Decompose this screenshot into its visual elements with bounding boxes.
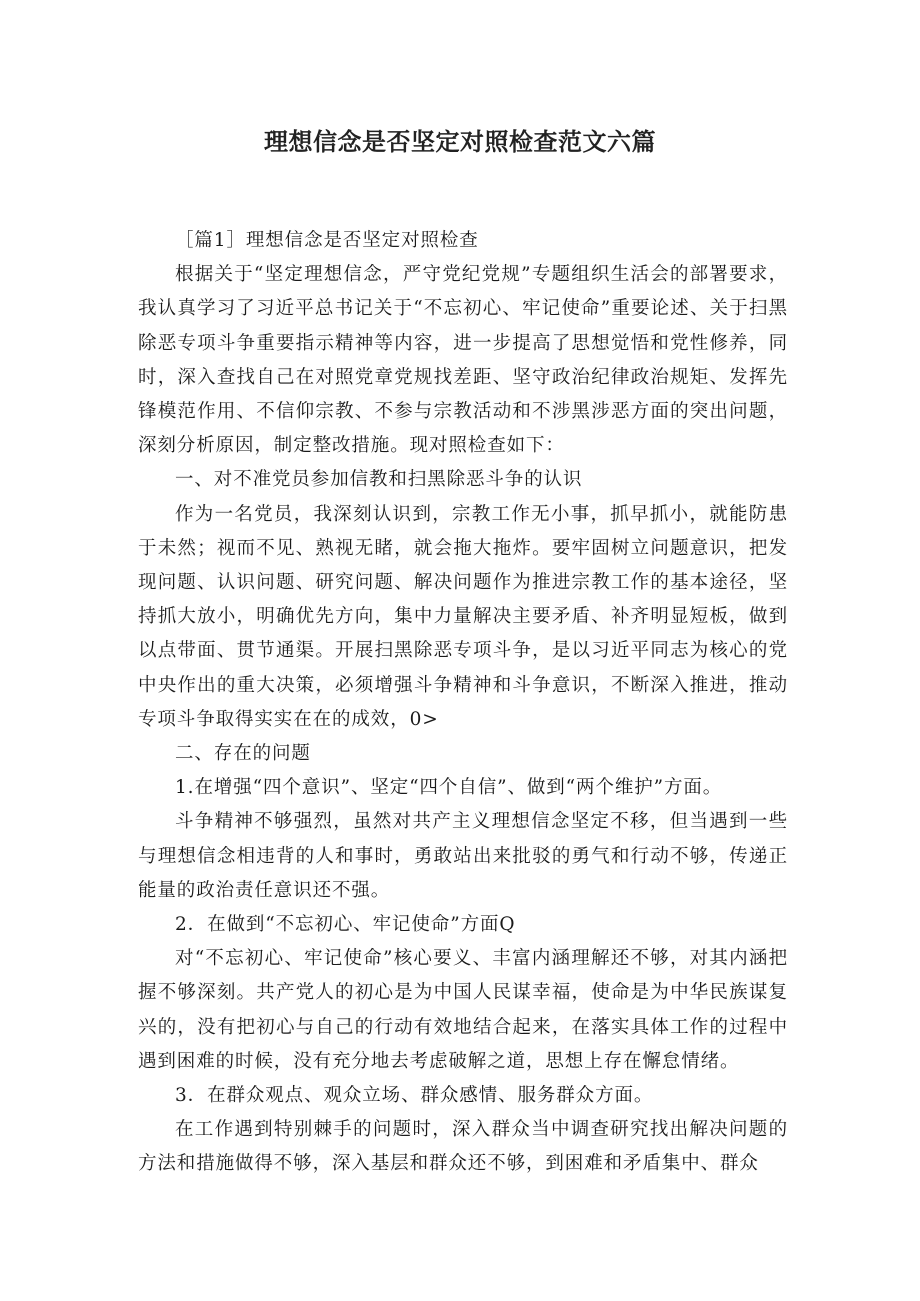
document-body (138, 224, 788, 1182)
section-heading-article-1: ［篇1］理想信念是否坚定对照检查 (175, 230, 479, 251)
subsection-heading-2: 2．在做到“不忘初心、牢记使命”方面Q (175, 914, 516, 936)
document-title: 理想信念是否坚定对照检查范文六篇 (264, 128, 656, 156)
subsection-heading-3: 3．在群众观点、观众立场、群众感情、服务群众方面。 (175, 1085, 654, 1107)
section-heading-1: 一、对不准党员参加信教和扫黑除恶斗争的认识 (175, 469, 583, 491)
section-heading-2: 二、存在的问题 (175, 743, 311, 765)
intro-paragraph: 根据关于“坚定理想信念，严守党纪党规”专题组织生活会的部署要求，我认真学习了习近平总书记关于“不忘初心、牢记使命”重要论述、关于扫黑除恶专项斗争重要指示精神等内容，进一步提高了思想觉悟和党性修养，同时，深入查找自己在对照党章党规找差距、坚守政治纪律政治规矩、发挥先锋模范作用、不信仰宗教、不参与宗教活动和不涉黑涉恶方面的突出问题，深刻分析原因，制定整改措施。现对照检查如下： (138, 264, 788, 457)
section-1-paragraph: 作为一名党员，我深刻认识到，宗教工作无小事，抓早抓小，就能防患于未然；视而不见、熟视无睹，就会拖大拖炸。要牢固树立问题意识，把发现问题、认识问题、研究问题、解决问题作为推进宗教工作的基本途径，坚持抓大放小，明确优先方向，集中力量解决主要矛盾、补齐明显短板，做到以点带面、贯节通渠。开展扫黑除恶专项斗争，是以习近平同志为核心的党中央作出的重大决策，必须增强斗争精神和斗争意识，不断深入推进，推动专项斗争取得实实在在的成效，0> (138, 503, 788, 730)
subsection-2-paragraph: 对“不忘初心、牢记使命”核心要义、丰富内涵理解还不够，对其内涵把握不够深刻。共产党人的初心是为中国人民谋幸福，使命是为中华民族谋复兴的，没有把初心与自己的行动有效地结合起来，在落实具体工作的过程中遇到困难的时候，没有充分地去考虑破解之道，思想上存在懈怠情绪。 (138, 948, 788, 1072)
subsection-1-paragraph: 斗争精神不够强烈，虽然对共产主义理想信念坚定不移，但当遇到一些与理想信念相违背的人和事时，勇敢站出来批驳的勇气和行动不够，传递正能量的政治责任意识还不强。 (138, 811, 788, 901)
subsection-heading-1: 1.在增强“四个意识”、坚定“四个自信”、做到“两个维护”方面。 (175, 777, 723, 799)
subsection-3-paragraph: 在工作遇到特别棘手的问题时，深入群众当中调查研究找出解决问题的方法和措施做得不够，深入基层和群众还不够，到困难和矛盾集中、群众 (138, 1119, 788, 1175)
